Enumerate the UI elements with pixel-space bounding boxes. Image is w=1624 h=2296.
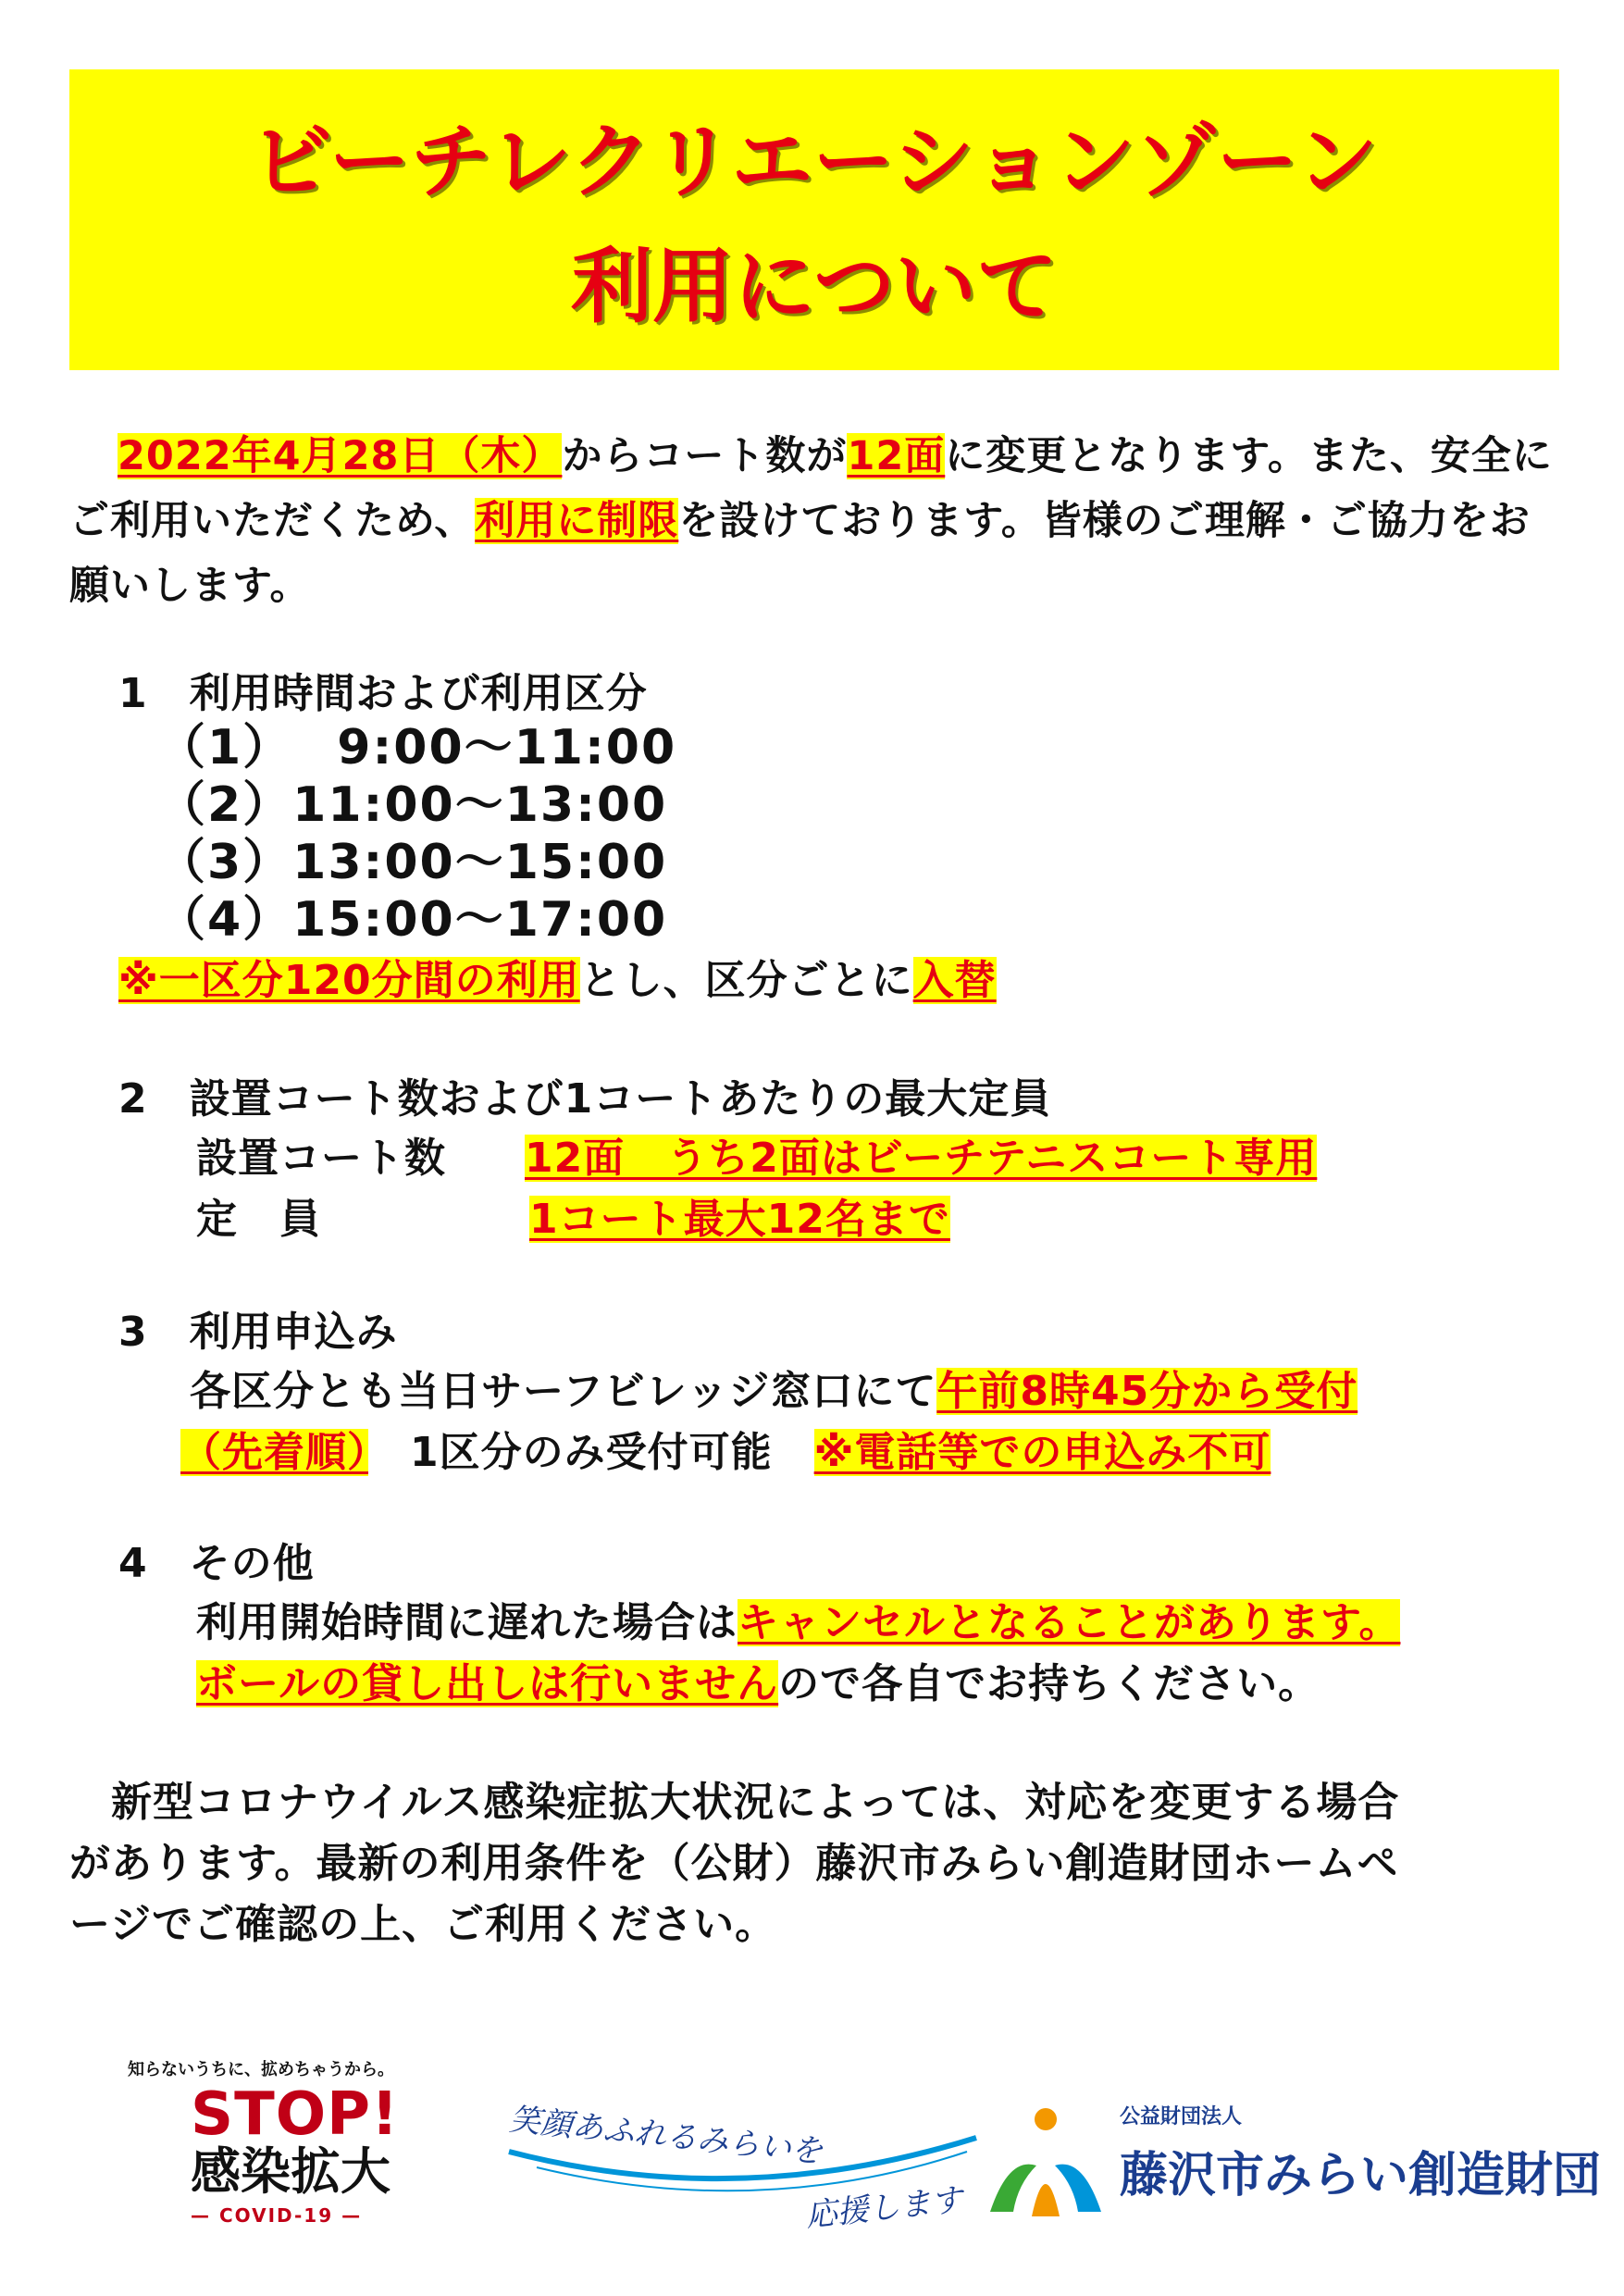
- intro-paragraph: [69, 424, 1568, 618]
- title-line-2: 利用について: [570, 239, 1059, 334]
- first-come: （先着順）: [180, 1429, 368, 1476]
- section1-note: [118, 953, 997, 1009]
- foundation-slogan: [500, 2101, 981, 2249]
- time-slot-2: （2）11:00～13:00: [157, 777, 668, 833]
- org-name: 藤沢市みらい創造財団: [1120, 2147, 1602, 2203]
- section3-line2: [180, 1425, 1271, 1481]
- late-cancel: キャンセルとなることがあります。: [738, 1599, 1401, 1646]
- org-type: 公益財団法人: [1120, 2105, 1243, 2128]
- capacity-value: [529, 1192, 950, 1247]
- section4-line1-text: 利用開始時間に遅れた場合は: [196, 1599, 738, 1646]
- section3-line2-text: 1区分のみ受付可能: [368, 1429, 814, 1476]
- time-slot-1: （1） 9:00～11:00: [157, 720, 677, 776]
- courts-value-text: 12面 うち2面はビーチテニスコート専用: [525, 1135, 1318, 1182]
- section3-line1-text: 各区分とも当日サーフビレッジ窓口にて: [190, 1368, 937, 1415]
- section3-line1: [190, 1364, 1357, 1420]
- capacity-label: 定 員: [196, 1196, 321, 1243]
- capacity-value-text: 1コート最大12名まで: [529, 1196, 950, 1243]
- note-duration: ※一区分120分間の利用: [118, 957, 580, 1004]
- foundation-logo: [981, 2082, 1602, 2240]
- intro-part3: を設けております。皆様のご理解・ご協力をお願いします。: [69, 498, 1531, 609]
- intro-part2: に変更となります。また、安全にご利用いただくため、: [69, 433, 1553, 544]
- closing-line-3: ージでご確認の上、ご利用ください。: [69, 1901, 777, 1948]
- stop-covid-label: — COVID-19 —: [191, 2204, 363, 2227]
- courts-label: 設置コート数: [196, 1135, 446, 1182]
- reception-time: 午前8時45分から受付: [936, 1368, 1358, 1415]
- note-rotation: 入替: [912, 957, 997, 1004]
- note-mid: とし、区分ごとに: [579, 957, 913, 1004]
- section4-line2: [196, 1657, 1320, 1712]
- stop-word: STOP!: [191, 2080, 400, 2149]
- title-line-1: ビーチレクリエーションゾーン: [251, 114, 1378, 209]
- stop-covid-logo: [128, 2056, 424, 2251]
- section4-line1: [196, 1595, 1400, 1651]
- section4-line2-text: ので各自でお持ちください。: [778, 1660, 1320, 1707]
- slogan-line-1: 笑顔あふれるみらいを: [507, 2101, 824, 2171]
- title-banner: [69, 69, 1559, 370]
- section4-heading: 4 その他: [118, 1540, 315, 1587]
- stop-tagline: 知らないうちに、拡めちゃうから。: [128, 2060, 394, 2079]
- closing-line-2: があります。最新の利用条件を（公財）藤沢市みらい創造財団ホームペ: [69, 1840, 1399, 1887]
- intro-courts: 12面: [847, 433, 946, 479]
- section1-heading: 1 利用時間および利用区分: [118, 670, 648, 717]
- foundation-emblem-icon: [981, 2101, 1110, 2230]
- time-slot-3: （3）13:00～15:00: [157, 835, 668, 890]
- section3-heading: 3 利用申込み: [118, 1309, 398, 1356]
- intro-date: 2022年4月28日（木）: [118, 433, 563, 479]
- time-slot-4: （4）15:00～17:00: [157, 892, 668, 948]
- slogan-line-2: 応援します: [803, 2181, 964, 2235]
- intro-part1: からコート数が: [562, 433, 848, 479]
- no-ball-rental: ボールの貸し出しは行いません: [196, 1660, 779, 1707]
- closing-line-1: 新型コロナウイルス感染症拡大状況によっては、対応を変更する場合: [69, 1779, 1400, 1826]
- courts-value: [525, 1131, 1317, 1186]
- swoosh-icon: [500, 2101, 981, 2249]
- section2-heading: 2 設置コート数および1コートあたりの最大定員: [118, 1075, 1052, 1123]
- stop-subtitle: 感染拡大: [191, 2142, 391, 2201]
- intro-restriction: 利用に制限: [475, 498, 679, 544]
- no-phone: ※電話等での申込み不可: [813, 1429, 1271, 1476]
